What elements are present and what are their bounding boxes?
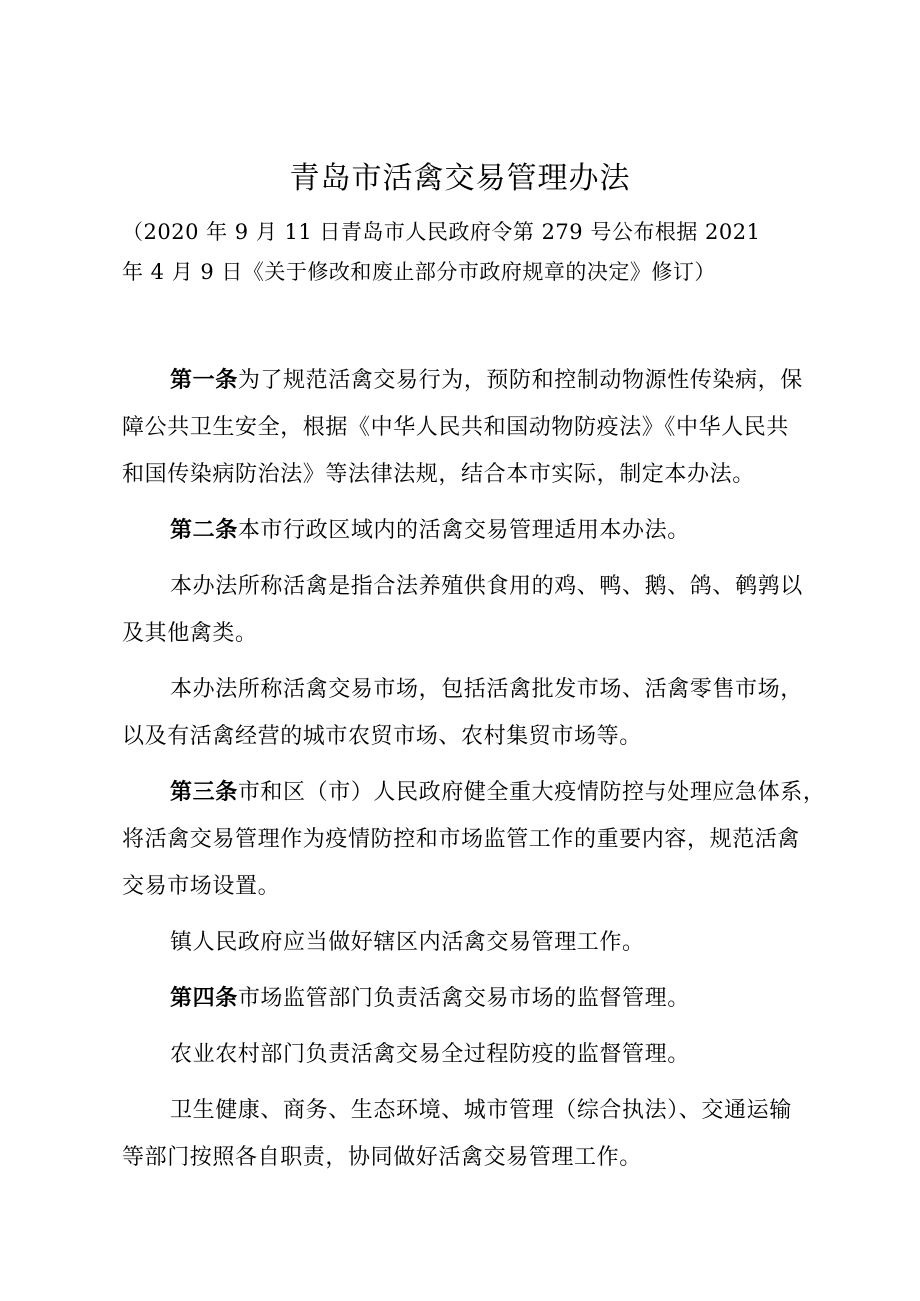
paragraph-line: 卫生健康、商务、生态环境、城市管理（综合执法）、交通运输 <box>170 1098 792 1123</box>
subtitle-line: 年 4 月 9 日《关于修改和废止部分市政府规章的决定》修订） <box>122 260 716 284</box>
paragraph-text: 本市行政区域内的活禽交易管理适用本办法。 <box>237 518 690 543</box>
document-title: 青岛市活禽交易管理办法 <box>289 161 631 196</box>
paragraph <box>122 357 812 498</box>
paragraph-text: 市和区（市）人民政府健全重大疫情防控与处理应急体系， <box>237 780 826 805</box>
paragraph <box>122 563 812 657</box>
paragraph-line <box>122 769 826 816</box>
paragraph <box>122 975 812 1022</box>
paragraph-line <box>122 975 812 1022</box>
paragraph-line: 等部门按照各自职责，协同做好活禽交易管理工作。 <box>122 1145 642 1170</box>
document-subtitle <box>122 212 802 292</box>
paragraph <box>122 1031 812 1078</box>
document-body <box>122 357 826 1190</box>
paragraph-text: 为了规范活禽交易行为，预防和控制动物源性传染病，保 <box>237 368 803 393</box>
article-number: 第二条 <box>170 518 238 543</box>
paragraph-line: 交易市场设置。 <box>122 874 281 899</box>
article-number: 第四条 <box>170 986 238 1011</box>
paragraph <box>122 507 812 554</box>
article-number: 第三条 <box>170 780 238 805</box>
paragraph <box>122 666 812 760</box>
paragraph-line: 障公共卫生安全，根据《中华人民共和国动物防疫法》《中华人民共 <box>122 415 790 440</box>
paragraph <box>122 1087 812 1181</box>
paragraph-line <box>122 507 812 554</box>
paragraph-line: 将活禽交易管理作为疫情防控和市场监管工作的重要内容，规范活禽 <box>122 827 801 852</box>
paragraph-line: 以及有活禽经营的城市农贸市场、农村集贸市场等。 <box>122 724 642 749</box>
paragraph <box>122 769 826 910</box>
paragraph <box>122 919 812 966</box>
paragraph-line: 本办法所称活禽是指合法养殖供食用的鸡、鸭、鹅、鸽、鹌鹑以 <box>170 574 803 599</box>
paragraph-line <box>122 357 812 404</box>
subtitle-line: （2020 年 9 月 11 日青岛市人民政府令第 279 号公布根据 2021 <box>122 220 761 244</box>
paragraph-line: 镇人民政府应当做好辖区内活禽交易管理工作。 <box>170 930 645 955</box>
paragraph-line: 及其他禽类。 <box>122 621 258 646</box>
paragraph-line: 农业农村部门负责活禽交易全过程防疫的监督管理。 <box>170 1042 690 1067</box>
paragraph-line: 本办法所称活禽交易市场，包括活禽批发市场、活禽零售市场， <box>170 677 803 702</box>
paragraph-text: 市场监管部门负责活禽交易市场的监督管理。 <box>237 986 690 1011</box>
article-number: 第一条 <box>170 368 238 393</box>
paragraph-line: 和国传染病防治法》等法律法规，结合本市实际，制定本办法。 <box>122 462 755 487</box>
